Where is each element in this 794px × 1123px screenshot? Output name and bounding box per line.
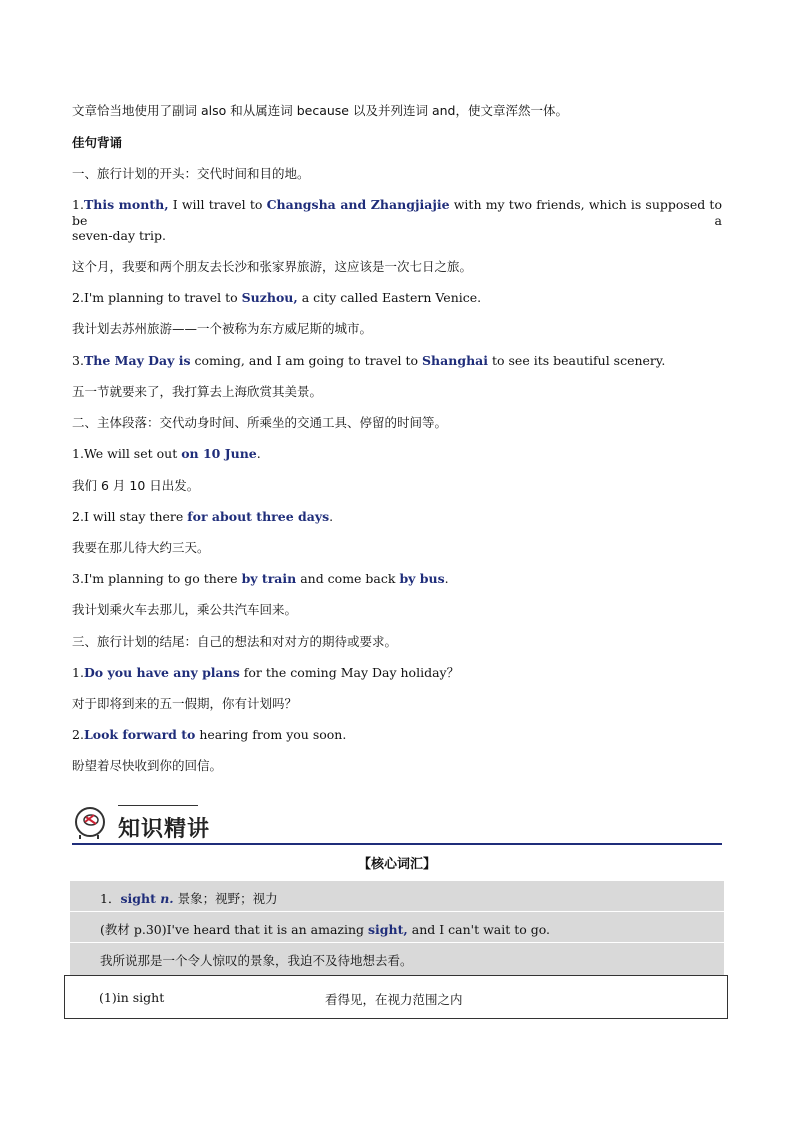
part3-sentence-2-cn: 盼望着尽快收到你的回信。 (72, 758, 223, 773)
word-row: 1．sight n. 景象；视野；视力 (70, 881, 724, 911)
part1-sentence-2-cn: 我计划去苏州旅游——一个被称为东方威尼斯的城市。 (72, 321, 373, 336)
part1-heading: 一、旅行计划的开头：交代时间和目的地。 (72, 166, 310, 181)
phrase-en: (1)in sight (99, 990, 165, 1005)
section-label: 佳句背诵 (72, 135, 123, 150)
part2-sentence-3-cn: 我计划乘火车去那儿，乘公共汽车回来。 (72, 602, 298, 617)
part3-sentence-2: 2.Look forward to hearing from you soon. (72, 727, 347, 742)
header-rule (72, 843, 722, 845)
part1-sentence-2: 2.I'm planning to travel to Suzhou, a city called Eastern Venice. (72, 290, 482, 305)
section-title: 知识精讲 (118, 817, 211, 842)
part2-sentence-3: 3.I'm planning to go there by train and come back by bus. (72, 571, 449, 586)
phrase-table (64, 975, 728, 1019)
header-top-rule (118, 805, 198, 806)
part2-sentence-2: 2.I will stay there for about three days. (72, 509, 334, 524)
part2-sentence-1: 1.We will set out on 10 June. (72, 446, 261, 461)
intro-text: 文章恰当地使用了副词 also 和从属连词 because 以及并列连词 and，使文章浑然一体。 (72, 103, 568, 118)
phrase-cn: 看得见，在视力范围之内 (325, 992, 463, 1007)
part2-sentence-1-cn: 我们 6 月 10 日出发。 (72, 478, 200, 493)
core-vocab-title: 【核心词汇】 (357, 857, 436, 872)
part1-sentence-1-cont: seven-day trip. (72, 228, 167, 243)
example-cn-row: 我所说那是一个令人惊叹的景象，我迫不及待地想去看。 (70, 943, 724, 975)
example-row: (教材 p.30)I've heard that it is an amazing sight, and I can't wait to go. (70, 912, 724, 942)
part1-sentence-3: 3.The May Day is coming, and I am going to travel to Shanghai to see its beautiful scenery. (72, 353, 666, 368)
head-brain-icon (72, 805, 108, 841)
part3-sentence-1: 1.Do you have any plans for the coming May Day holiday？ (72, 665, 460, 680)
part2-heading: 二、主体段落：交代动身时间、所乘坐的交通工具、停留的时间等。 (72, 415, 448, 430)
part3-sentence-1-cn: 对于即将到来的五一假期，你有计划吗？ (72, 696, 298, 711)
part3-heading: 三、旅行计划的结尾：自己的想法和对对方的期待或要求。 (72, 634, 398, 649)
part1-sentence-1-cn: 这个月，我要和两个朋友去长沙和张家界旅游，这应该是一次七日之旅。 (72, 259, 473, 274)
part1-sentence-1: 1.This month, I will travel to Changsha and Zhangjiajie with my two friends, which is supposed to be a (72, 197, 722, 228)
part2-sentence-2-cn: 我要在那儿待大约三天。 (72, 540, 210, 555)
part1-sentence-3-cn: 五一节就要来了，我打算去上海欣赏其美景。 (72, 384, 323, 399)
